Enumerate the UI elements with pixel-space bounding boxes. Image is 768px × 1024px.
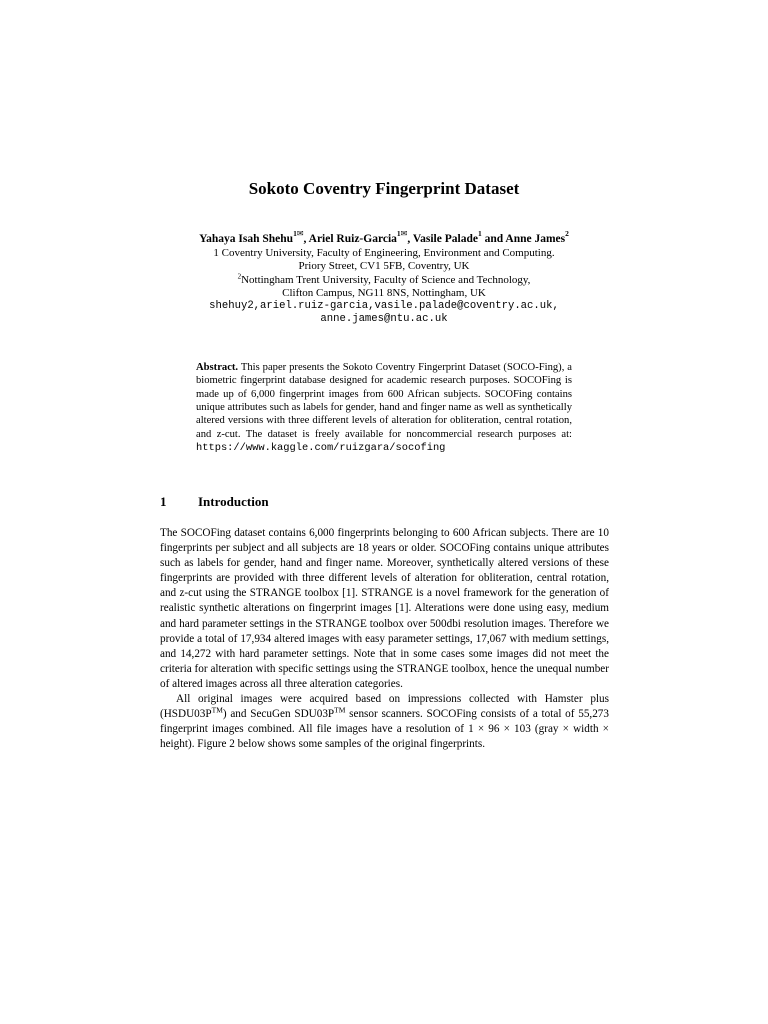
- body-paragraph: All original images were acquired based on impressions collected with Hamster plus (HSDU03P™) and SecuGen SDU03P™ sensor scanners. SOCOFing consists of a total of 55,273 fingerprint images combined. All file images have a resolution of 1 × 96 × 103 (gray × width × height). Figure 2 below shows some samples of the original fingerprints.: [160, 693, 609, 751]
- envelope-icon: ✉: [400, 229, 408, 239]
- affiliation-line: Priory Street, CV1 5FB, Coventry, UK: [298, 260, 470, 273]
- trademark-mark: TM: [211, 705, 223, 715]
- section-heading: [160, 494, 269, 510]
- envelope-icon: ✉: [296, 229, 304, 239]
- affiliation-line: Clifton Campus, NG11 8NS, Nottingham, UK: [282, 286, 486, 299]
- abstract-label: Abstract.: [196, 362, 239, 373]
- author-affiliation-mark: 2: [565, 229, 569, 239]
- affiliation-block: [0, 247, 768, 327]
- email-line: shehuy2,ariel.ruiz-garcia,vasile.palade@coventry.ac.uk,: [209, 300, 559, 313]
- author-affiliation-mark: 1: [477, 229, 482, 239]
- author-affiliation-mark: 1✉: [396, 229, 408, 239]
- author-affiliation-mark: 1✉: [293, 229, 304, 239]
- trademark-mark: TM: [334, 705, 346, 715]
- section-number: 1: [160, 494, 167, 509]
- author-name: Vasile Palade: [412, 233, 478, 245]
- author-conjunction: and: [484, 233, 504, 245]
- author-name: Yahaya Isah Shehu: [199, 233, 294, 245]
- author-name: Ariel Ruiz-Garcia: [308, 233, 397, 245]
- section-title: Introduction: [198, 494, 269, 509]
- abstract: [196, 361, 572, 455]
- affiliation-mark: 2: [237, 271, 242, 280]
- paper-title: Sokoto Coventry Fingerprint Dataset: [248, 179, 520, 198]
- dataset-link[interactable]: https://www.kaggle.com/ruizgara/socofing: [196, 442, 446, 455]
- affiliation-line: $^2$Nottingham Trent University, Faculty of Science and Technology,: [237, 271, 531, 286]
- abstract-text: This paper presents the Sokoto Coventry Fingerprint Dataset (SOCO-Fing), a biometric fingerprint database designed for academic research purposes. SOCOFing is made up of 6,000 fingerprint images from 600 African subjects. SOCOFing contains unique attributes such as labels for gender, hand and finger name as well as synthetically altered versions with three different levels of alteration for obliteration, central rotation, and z-cut. The dataset is freely available for noncommercial research purposes at:: [196, 362, 572, 440]
- section-body: [160, 526, 609, 752]
- author-list: Yahaya Isah Shehu$^{1✉}$, Ariel Ruiz-Garcia$^{1✉}$, Vasile Palade$^1$ and Anne James$^2$: [199, 229, 569, 245]
- author-name: Anne James: [505, 233, 566, 245]
- email-line: anne.james@ntu.ac.uk: [320, 313, 448, 326]
- affiliation-line: 1 Coventry University, Faculty of Engineering, Environment and Computing.: [213, 247, 555, 259]
- body-paragraph: The SOCOFing dataset contains 6,000 fingerprints belonging to 600 African subjects. There are 10 fingerprints per subject and all subjects are 18 years or older. SOCOFing contains unique attributes such as labels for gender, hand and finger name. Moreover, synthetically altered versions of these fingerprints are provided with three different levels of alteration for obliteration, central rotation, and z-cut using the STRANGE toolbox [1]. STRANGE is a novel framework for the generation of realistic synthetic alterations on fingerprint images [1]. Alterations were done using easy, medium and hard parameter settings in the STRANGE toolbox over 500dbi resolution images. Therefore we provide a total of 17,934 altered images with easy parameter settings, 17,067 with medium settings, and 14,272 with hard parameter settings. Note that in some cases some images did not meet the criteria for alteration with specific settings using the STRANGE toolbox, hence the unequal number of altered images across all three alteration categories.: [160, 527, 609, 690]
